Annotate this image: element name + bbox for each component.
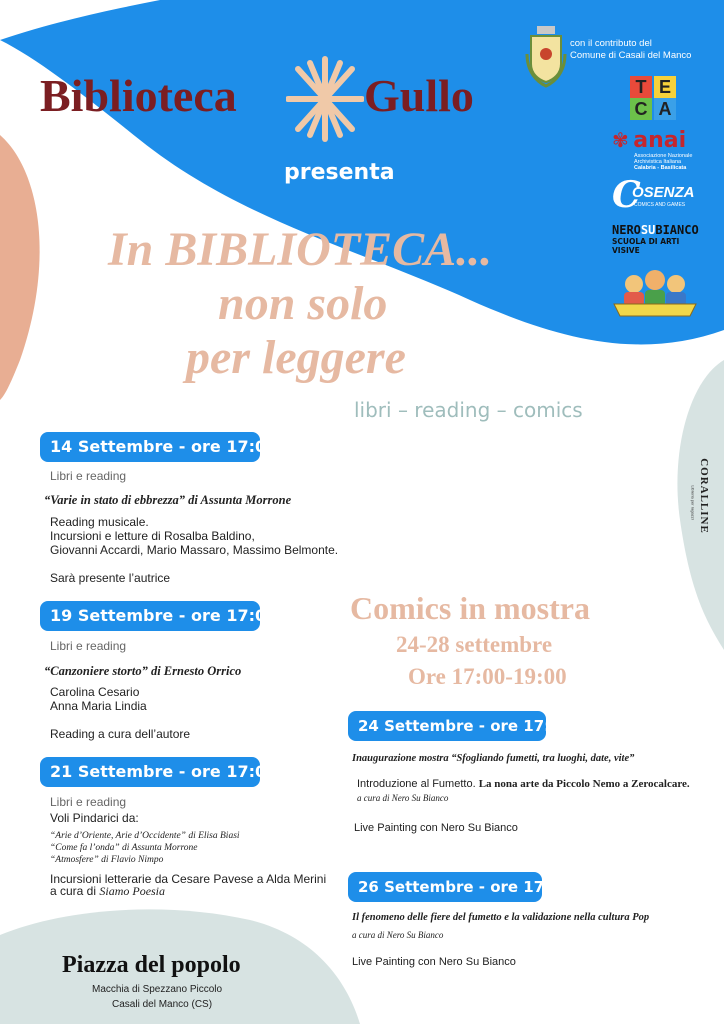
cura-prefix: a cura di bbox=[50, 884, 100, 898]
cura-name: Siamo Poesia bbox=[99, 884, 166, 898]
location-name: Piazza del popolo bbox=[62, 952, 241, 978]
work-title: “Come fa l’onda” di Assunta Morrone bbox=[50, 843, 198, 853]
comics-title: Comics in mostra bbox=[350, 590, 590, 626]
event-date-badge: 14 Settembre - ore 17:00 bbox=[40, 432, 260, 462]
event-note: Sarà presente l’autrice bbox=[50, 571, 171, 585]
comics-dates: 24-28 settembre bbox=[396, 632, 553, 657]
event-line: Reading musicale. bbox=[50, 515, 149, 529]
anai-logo bbox=[612, 128, 712, 171]
teca-a: A bbox=[654, 98, 676, 120]
teca-c: C bbox=[630, 98, 652, 120]
cosenza-name: OSENZA bbox=[632, 184, 695, 201]
event-date-badge: 19 Settembre - ore 17:00 bbox=[40, 601, 260, 631]
event-title: “Varie in stato di ebbrezza” di Assunta Morrone bbox=[44, 493, 292, 507]
event-category: Libri e reading bbox=[50, 469, 127, 483]
intro-serif: La nona arte da Piccolo Nemo a Zerocalcare. bbox=[478, 778, 690, 790]
nero-title bbox=[612, 224, 702, 237]
subtitle: libri – reading – comics bbox=[354, 398, 583, 422]
comics-event-cura: a cura di Nero Su Bianco bbox=[357, 793, 449, 803]
library-logo bbox=[40, 55, 510, 145]
title-line1: In BIBLIOTECA... bbox=[108, 223, 493, 276]
su-word: SU bbox=[640, 223, 656, 237]
library-name-right: Gullo bbox=[364, 70, 474, 121]
event-line: Carolina Cesario bbox=[50, 685, 140, 699]
event-line: Giovanni Accardi, Mario Massaro, Massimo Belmonte. bbox=[50, 543, 339, 557]
bianco-word: BIANCO bbox=[655, 223, 699, 237]
cosenza-c: C bbox=[612, 174, 641, 216]
comune-crest-icon bbox=[525, 24, 567, 88]
event-note: Reading a cura dell’autore bbox=[50, 727, 191, 741]
comics-event-cura: a cura di Nero Su Bianco bbox=[352, 930, 444, 940]
event-details bbox=[50, 515, 338, 557]
comics-event-live: Live Painting con Nero Su Bianco bbox=[354, 822, 518, 834]
intro-plain: Introduzione al Fumetto. bbox=[357, 778, 479, 790]
teca-e: E bbox=[654, 76, 676, 98]
comics-hours: Ore 17:00-19:00 bbox=[408, 664, 567, 689]
location-line1: Macchia di Spezzano Piccolo bbox=[92, 984, 223, 995]
comics-event-intro bbox=[357, 777, 690, 791]
coralline-name: CORALLINE bbox=[697, 458, 710, 534]
sunburst-icon bbox=[286, 55, 364, 143]
event-category: Libri e reading bbox=[50, 795, 127, 809]
cosenza-sub: COMICS AND GAMES bbox=[634, 202, 686, 208]
event-line: Anna Maria Lindia bbox=[50, 699, 147, 713]
coralline-logo bbox=[690, 460, 718, 540]
event-line: Incursioni letterarie da Cesare Pavese a Alda Merini bbox=[50, 872, 327, 886]
event-intro: Voli Pindarici da: bbox=[50, 811, 139, 825]
comics-event-title: Inaugurazione mostra “Sfogliando fumetti, tra luoghi, date, vite” bbox=[352, 753, 635, 764]
anai-sub1: Associazione Nazionale bbox=[634, 153, 693, 159]
teca-logo bbox=[630, 76, 676, 120]
anai-sub2: Archivistica Italiana bbox=[634, 159, 682, 165]
siamo-poesia-logo bbox=[612, 262, 698, 318]
contributo-text bbox=[570, 38, 691, 62]
event-details bbox=[50, 873, 326, 897]
comics-event-title: Il fenomeno delle fiere del fumetto e la validazione nella cultura Pop bbox=[352, 912, 650, 923]
location-line2: Casali del Manco (CS) bbox=[112, 999, 213, 1010]
work-title: “Atmosfere” di Flavio Nimpo bbox=[50, 855, 164, 865]
event-works bbox=[50, 830, 240, 866]
work-title: “Arie d’Oriente, Arie d’Occidente” di Elisa Biasi bbox=[50, 831, 240, 841]
title-line2: non solo bbox=[218, 277, 388, 330]
title-line3: per leggere bbox=[186, 331, 406, 384]
comics-event-live: Live Painting con Nero Su Bianco bbox=[352, 956, 516, 968]
event-details bbox=[50, 685, 147, 713]
anai-flower-icon: ✾ bbox=[612, 130, 629, 152]
event-title: “Canzoniere storto” di Ernesto Orrico bbox=[44, 664, 242, 678]
nero-su-bianco-logo bbox=[612, 224, 702, 255]
event-date-badge: 21 Settembre - ore 17:00 bbox=[40, 757, 260, 787]
peach-blob-left bbox=[0, 135, 40, 400]
nero-sub: SCUOLA DI ARTI VISIVE bbox=[612, 237, 680, 255]
event-date-badge: 26 Settembre - ore 17:00 bbox=[348, 872, 542, 902]
anai-name: anai bbox=[633, 128, 687, 153]
contributo-line1: con il contributo del bbox=[570, 38, 652, 49]
cosenza-comics-logo bbox=[612, 174, 695, 216]
event-cura bbox=[50, 885, 326, 897]
event-category: Libri e reading bbox=[50, 639, 127, 653]
anai-sub3: Calabria - Basilicata bbox=[634, 165, 687, 171]
contributo-line2: Comune di Casali del Manco bbox=[570, 50, 692, 61]
presenta-label: presenta bbox=[284, 160, 395, 185]
coralline-sub: Libreria per ragazzi bbox=[690, 485, 696, 520]
teca-t: T bbox=[630, 76, 652, 98]
nero-word: NERO bbox=[612, 223, 641, 237]
event-line: Incursioni e letture di Rosalba Baldino, bbox=[50, 529, 255, 543]
event-date-badge: 24 Settembre - ore 17:00 bbox=[348, 711, 546, 741]
library-name-left: Biblioteca bbox=[40, 70, 237, 121]
